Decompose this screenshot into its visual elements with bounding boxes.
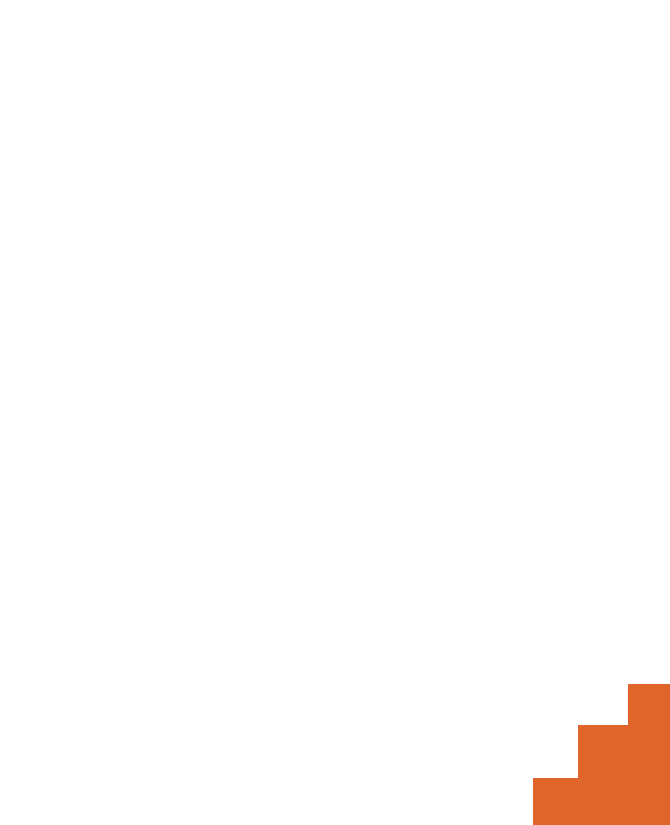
orange-block-bottom <box>533 778 580 825</box>
orange-block-mid <box>578 725 670 825</box>
